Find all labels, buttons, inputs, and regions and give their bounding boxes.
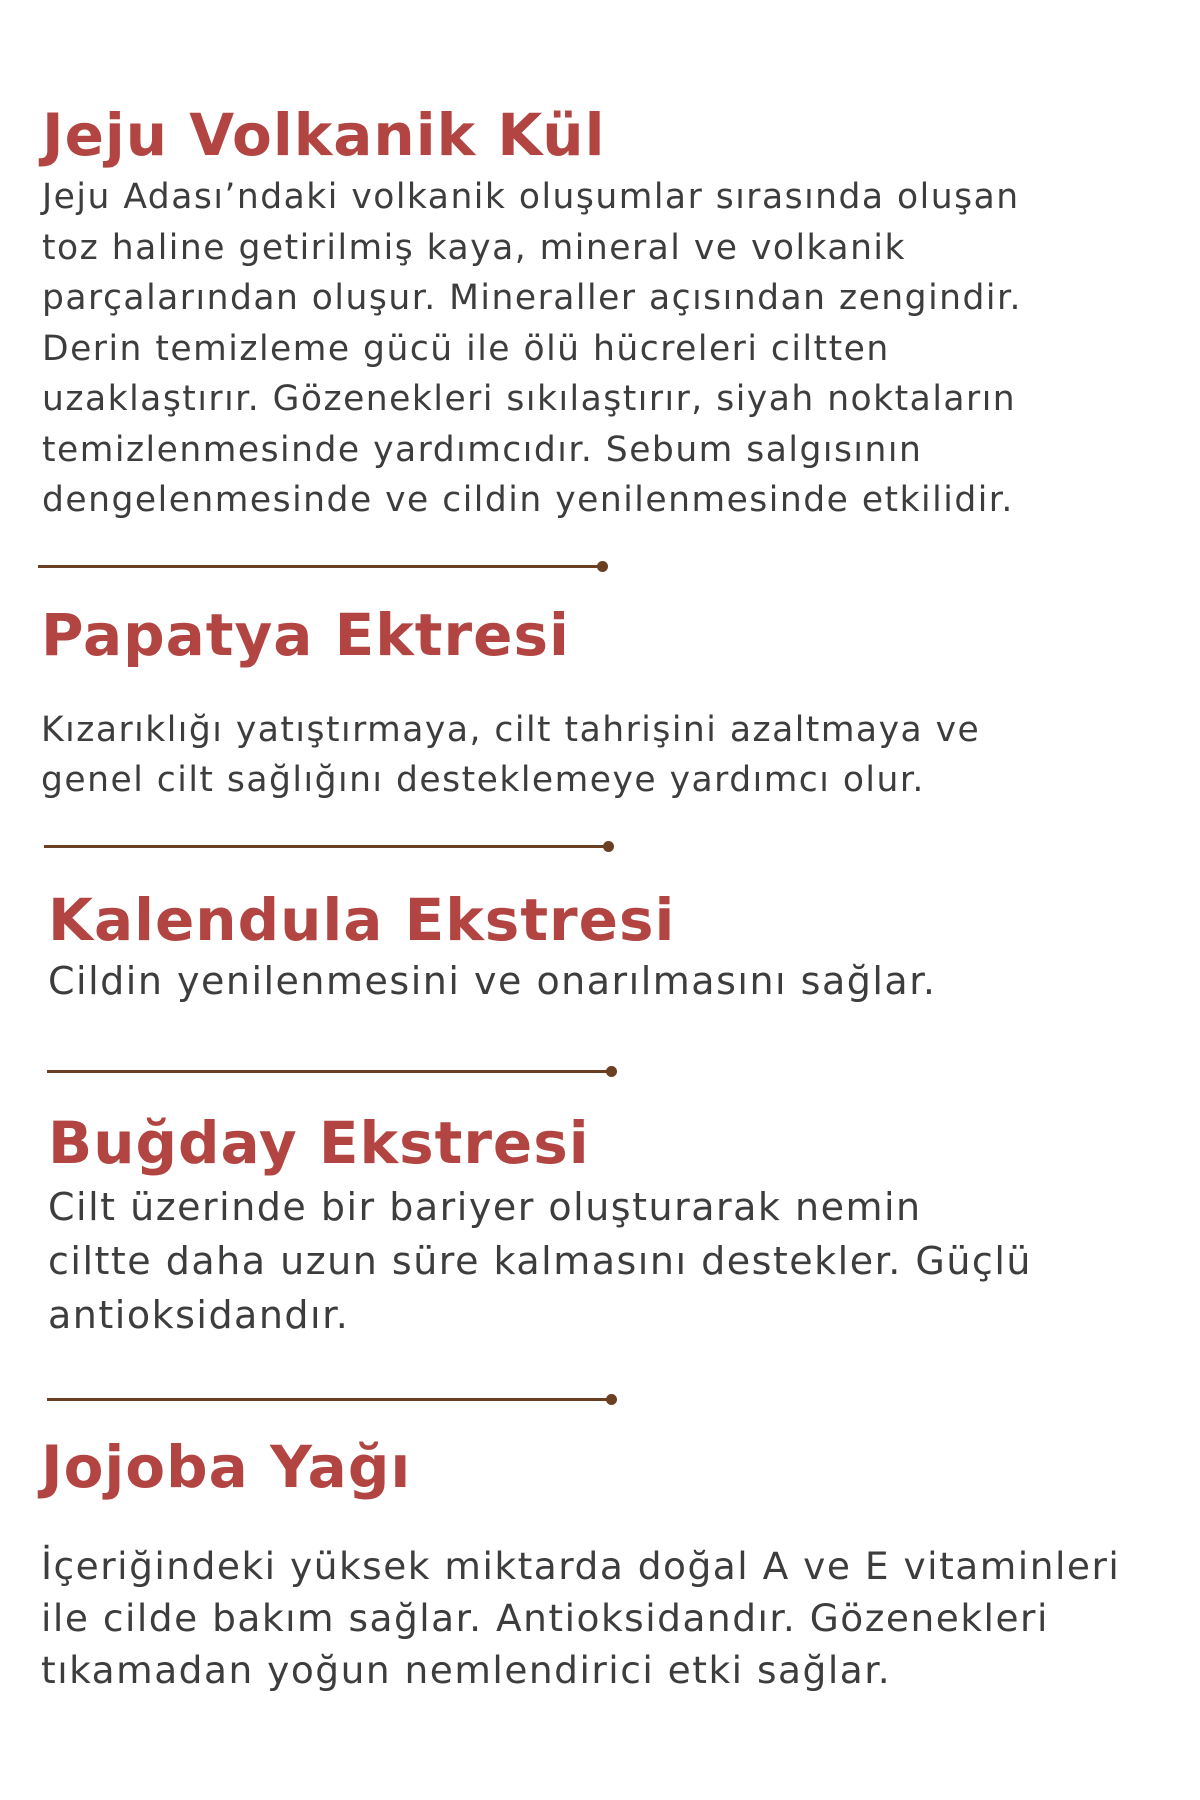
text-line: parçalarından oluşur. Mineraller açısından zengindir. bbox=[42, 278, 1022, 318]
text-line: Cilt üzerinde bir bariyer oluşturarak nemin bbox=[48, 1185, 922, 1229]
section-description bbox=[42, 172, 1152, 526]
section-divider bbox=[47, 1065, 617, 1077]
section-description bbox=[48, 955, 1158, 1007]
divider-line bbox=[47, 1070, 609, 1073]
text-line: dengelenmesinde ve cildin yenilenmesinde etkilidir. bbox=[42, 480, 1014, 520]
text-line: antioksidandır. bbox=[48, 1293, 350, 1337]
section-title: Jojoba Yağı bbox=[41, 1433, 412, 1501]
section-title: Buğday Ekstresi bbox=[48, 1109, 590, 1177]
section-description bbox=[41, 705, 1151, 805]
text-line: tıkamadan yoğun nemlendirici etki sağlar. bbox=[41, 1648, 892, 1692]
text-line: Cildin yenilenmesini ve onarılmasını sağlar. bbox=[48, 959, 937, 1003]
text-line: ciltte daha uzun süre kalmasını destekler. Güçlü bbox=[48, 1239, 1032, 1283]
section-wheat-extract bbox=[48, 1108, 1158, 1342]
section-divider bbox=[38, 560, 608, 572]
text-line: İçeriğindeki yüksek miktarda doğal A ve E vitaminleri bbox=[41, 1544, 1121, 1588]
section-jojoba-oil bbox=[41, 1432, 1151, 1696]
divider-line bbox=[44, 845, 606, 848]
divider-dot bbox=[606, 1066, 617, 1077]
section-title: Jeju Volkanik Kül bbox=[42, 101, 606, 169]
text-line: genel cilt sağlığını desteklemeye yardımcı olur. bbox=[41, 760, 925, 800]
text-line: ile cilde bakım sağlar. Antioksidandır. Gözenekleri bbox=[41, 1596, 1049, 1640]
text-line: Jeju Adası’ndaki volkanik oluşumlar sırasında oluşan bbox=[42, 177, 1020, 217]
section-divider bbox=[47, 1393, 617, 1405]
section-divider bbox=[44, 840, 614, 852]
text-line: temizlenmesinde yardımcıdır. Sebum salgısının bbox=[42, 429, 923, 470]
divider-dot bbox=[606, 1394, 617, 1405]
section-description bbox=[41, 1540, 1151, 1696]
section-description bbox=[48, 1180, 1158, 1342]
section-jeju-volcanic-ash bbox=[42, 100, 1152, 526]
divider-line bbox=[38, 565, 600, 568]
text-line: uzaklaştırır. Gözenekleri sıkılaştırır, siyah noktaların bbox=[42, 379, 1017, 419]
text-line: Derin temizleme gücü ile ölü hücreleri ciltten bbox=[42, 328, 890, 369]
divider-line bbox=[47, 1398, 609, 1401]
text-line: toz haline getirilmiş kaya, mineral ve volkanik bbox=[42, 227, 906, 268]
section-title: Kalendula Ekstresi bbox=[48, 886, 676, 954]
section-title: Papatya Ektresi bbox=[41, 601, 570, 669]
divider-dot bbox=[597, 561, 608, 572]
text-line: Kızarıklığı yatıştırmaya, cilt tahrişini azaltmaya ve bbox=[41, 710, 981, 750]
section-chamomile-extract bbox=[41, 600, 1151, 805]
divider-dot bbox=[603, 841, 614, 852]
section-calendula-extract bbox=[48, 885, 1158, 1007]
